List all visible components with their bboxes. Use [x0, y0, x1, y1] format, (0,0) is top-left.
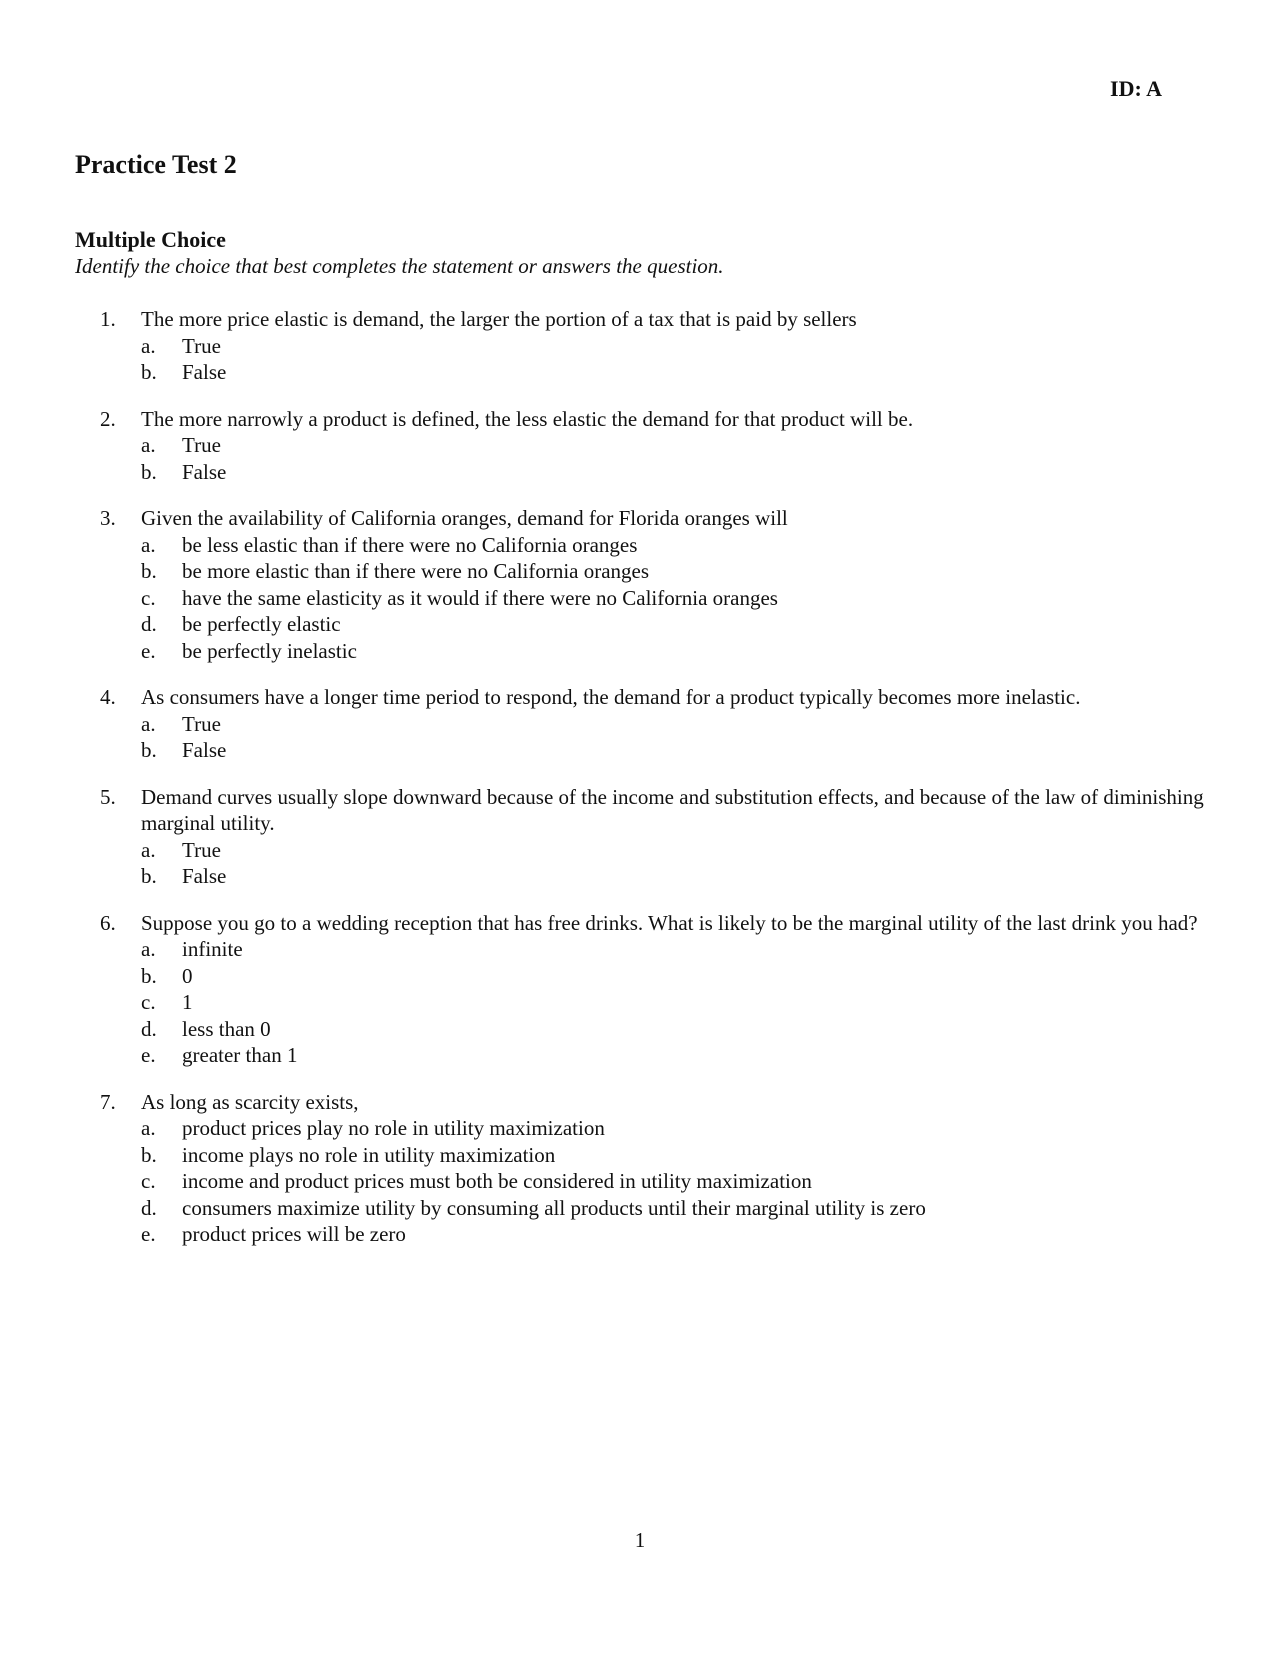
question-text: Given the availability of California oranges, demand for Florida oranges will	[141, 506, 788, 530]
choice-text: False	[182, 864, 227, 888]
choice-letter: e.	[141, 1222, 156, 1246]
question-text: Suppose you go to a wedding reception that has free drinks. What is likely to be the marginal utility of the last drink you had?	[141, 910, 1198, 935]
choice-letter: b.	[141, 360, 157, 384]
answer-choice	[141, 1142, 1210, 1169]
choice-text: be perfectly inelastic	[182, 638, 357, 663]
answer-choices	[141, 711, 1210, 764]
answer-choices	[141, 837, 1210, 890]
choice-text: False	[182, 360, 227, 384]
choice-text: True	[182, 333, 221, 358]
question-body	[141, 784, 1210, 890]
answer-choice	[141, 711, 1210, 738]
answer-choice	[141, 611, 1210, 638]
choice-letter: b.	[141, 559, 157, 583]
choice-text: income plays no role in utility maximization	[182, 1142, 556, 1167]
answer-choice	[141, 359, 1210, 386]
question-item	[100, 910, 1210, 1069]
choice-letter: a.	[141, 711, 156, 736]
question-text: Demand curves usually slope downward because of the income and substitution effects, and because of the law of diminishing marginal utility.	[141, 784, 1204, 835]
choice-letter: a.	[141, 937, 156, 961]
section-heading: Multiple Choice	[75, 227, 226, 252]
question-text: The more price elastic is demand, the larger the portion of a tax that is paid by sellers	[141, 307, 857, 331]
question-item	[100, 684, 1210, 764]
answer-choice	[141, 936, 1210, 963]
choice-letter: e.	[141, 1043, 156, 1067]
answer-choice	[141, 1115, 1210, 1142]
choice-letter: c.	[141, 585, 156, 610]
question-item	[100, 1089, 1210, 1248]
choice-text: have the same elasticity as it would if there were no California oranges	[182, 585, 778, 610]
question-number: 7.	[100, 1089, 116, 1114]
question-item	[100, 306, 1210, 386]
question-item	[100, 784, 1210, 890]
choice-letter: b.	[141, 459, 157, 484]
question-item	[100, 406, 1210, 486]
choice-text: 0	[182, 963, 193, 988]
answer-choice	[141, 558, 1210, 585]
choice-letter: b.	[141, 1142, 157, 1167]
page-title: Practice Test 2	[75, 150, 237, 179]
choice-letter: b.	[141, 738, 157, 762]
answer-choice	[141, 963, 1210, 990]
answer-choice	[141, 837, 1210, 864]
choice-text: be more elastic than if there were no California oranges	[182, 559, 650, 583]
choice-letter: a.	[141, 532, 156, 557]
choice-letter: c.	[141, 1169, 156, 1193]
choice-text: True	[182, 837, 221, 862]
question-number: 4.	[100, 685, 116, 709]
choice-text: False	[182, 459, 227, 484]
question-body	[141, 406, 1210, 486]
choice-letter: a.	[141, 1116, 156, 1140]
answer-choice	[141, 1168, 1210, 1195]
question-text: As consumers have a longer time period to respond, the demand for a product typically becomes more inelastic.	[141, 685, 1081, 709]
answer-choice	[141, 737, 1210, 764]
choice-letter: a.	[141, 837, 156, 862]
choice-letter: a.	[141, 333, 156, 358]
choice-text: False	[182, 738, 227, 762]
answer-choices	[141, 432, 1210, 485]
question-body	[141, 1089, 1210, 1248]
choice-letter: b.	[141, 963, 157, 988]
question-body	[141, 910, 1210, 1069]
question-number: 5.	[100, 784, 116, 809]
question-number: 3.	[100, 506, 116, 530]
question-body	[141, 306, 1210, 386]
answer-choice	[141, 638, 1210, 665]
answer-choice	[141, 1016, 1210, 1043]
answer-choice	[141, 989, 1210, 1016]
instructions: Identify the choice that best completes the statement or answers the question.	[75, 254, 724, 278]
question-body	[141, 684, 1210, 764]
question-number: 1.	[100, 307, 116, 331]
answer-choice	[141, 432, 1210, 459]
answer-choices	[141, 333, 1210, 386]
choice-letter: b.	[141, 864, 157, 888]
choice-letter: a.	[141, 433, 156, 457]
choice-letter: c.	[141, 990, 156, 1014]
answer-choices	[141, 936, 1210, 1069]
choice-text: greater than 1	[182, 1043, 298, 1067]
question-number: 2.	[100, 406, 116, 431]
answer-choice	[141, 1195, 1210, 1222]
question-number: 6.	[100, 910, 116, 935]
answer-choices	[141, 1115, 1210, 1248]
answer-choice	[141, 1042, 1210, 1069]
question-body	[141, 505, 1210, 664]
choice-text: be perfectly elastic	[182, 612, 341, 636]
choice-text: True	[182, 711, 221, 736]
page-number: 1	[634, 1528, 646, 1552]
choice-text: consumers maximize utility by consuming all products until their marginal utility is zero	[182, 1195, 926, 1220]
answer-choice	[141, 333, 1210, 360]
answer-choice	[141, 585, 1210, 612]
choice-letter: d.	[141, 1016, 157, 1041]
choice-letter: d.	[141, 1195, 157, 1220]
choice-text: product prices play no role in utility maximization	[182, 1116, 605, 1140]
answer-choice	[141, 459, 1210, 486]
choice-text: product prices will be zero	[182, 1222, 406, 1246]
choice-letter: e.	[141, 638, 156, 663]
answer-choice	[141, 532, 1210, 559]
question-list	[100, 306, 1210, 1268]
answer-choices	[141, 532, 1210, 665]
choice-text: 1	[182, 990, 193, 1014]
choice-text: less than 0	[182, 1016, 271, 1041]
choice-text: infinite	[182, 937, 243, 961]
question-text: As long as scarcity exists,	[141, 1089, 359, 1114]
question-item	[100, 505, 1210, 664]
question-text: The more narrowly a product is defined, the less elastic the demand for that product will be.	[141, 406, 914, 431]
choice-text: True	[182, 433, 221, 457]
choice-text: be less elastic than if there were no California oranges	[182, 532, 638, 557]
answer-choice	[141, 1221, 1210, 1248]
answer-choice	[141, 863, 1210, 890]
choice-text: income and product prices must both be considered in utility maximization	[182, 1169, 812, 1193]
id-label: ID: A	[1110, 76, 1162, 101]
choice-letter: d.	[141, 612, 157, 636]
